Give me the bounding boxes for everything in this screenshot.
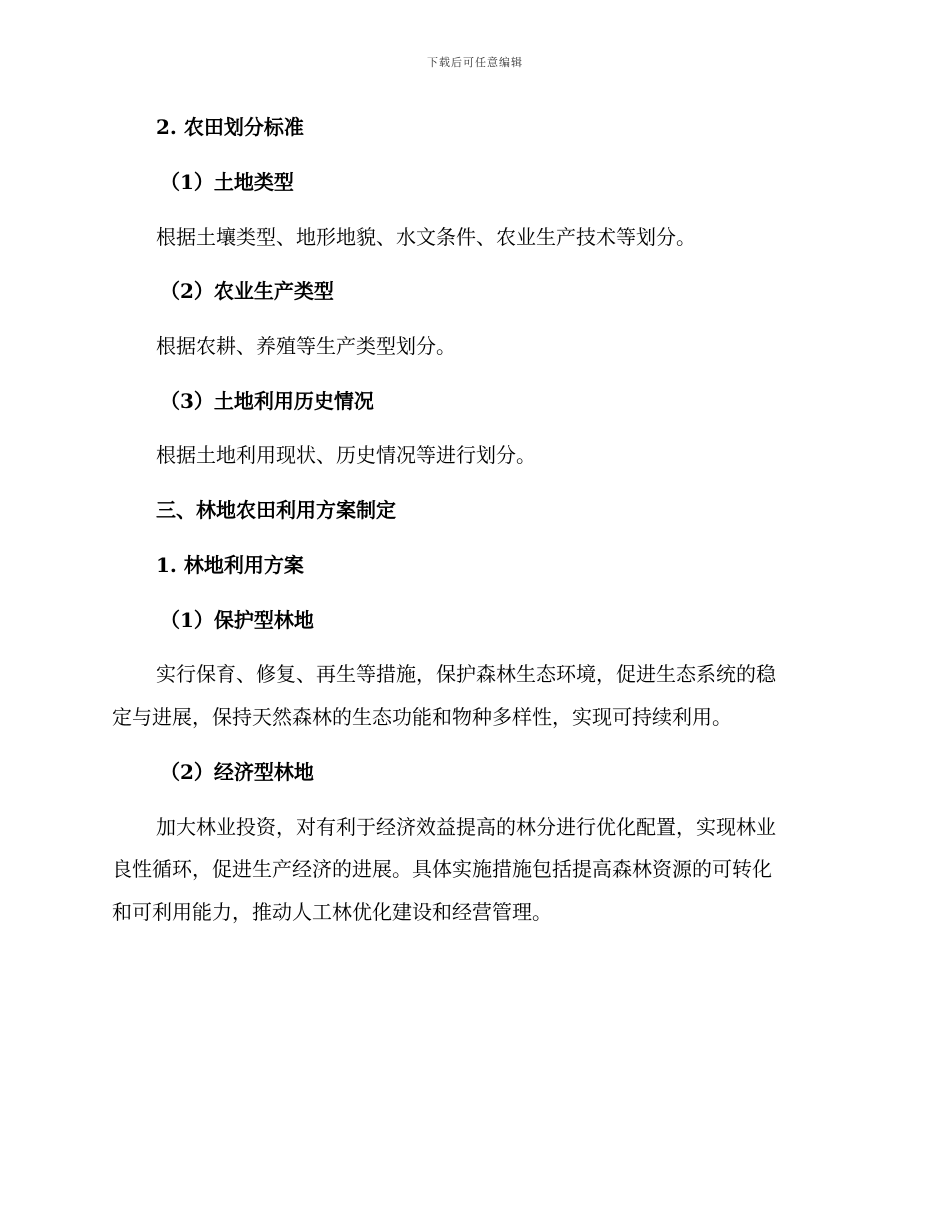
paragraph-protective-line-2: 定与进展，保持天然森林的生态功能和物种多样性，实现可持续利用。 [112, 705, 732, 729]
paragraph-land-type: 根据土壤类型、地形地貌、水文条件、农业生产技术等划分。 [156, 225, 696, 249]
page-header: 下载后可任意编辑 [427, 56, 523, 69]
paragraph-protective-line-1: 实行保育、修复、再生等措施，保护森林生态环境，促进生态系统的稳 [156, 662, 776, 686]
subheading-land-type: （1）土地类型 [160, 170, 294, 194]
subheading-land-history: （3）土地利用历史情况 [160, 389, 374, 413]
subheading-protective-forest: （1）保护型林地 [160, 608, 314, 632]
paragraph-economic-line-3: 和可利用能力，推动人工林优化建设和经营管理。 [112, 900, 552, 924]
subheading-economic-forest: （2）经济型林地 [160, 760, 314, 784]
paragraph-land-history: 根据土地利用现状、历史情况等进行划分。 [156, 443, 536, 467]
heading-farmland-standard: 2. 农田划分标准 [156, 115, 304, 139]
paragraph-agri-type: 根据农耕、养殖等生产类型划分。 [156, 334, 456, 358]
subheading-agri-type: （2）农业生产类型 [160, 279, 334, 303]
heading-forest-plan: 1. 林地利用方案 [156, 553, 304, 577]
paragraph-economic-line-2: 良性循环，促进生产经济的进展。具体实施措施包括提高森林资源的可转化 [112, 857, 772, 881]
section-heading-three: 三、林地农田利用方案制定 [156, 498, 396, 522]
paragraph-economic-line-1: 加大林业投资，对有利于经济效益提高的林分进行优化配置，实现林业 [156, 815, 776, 839]
